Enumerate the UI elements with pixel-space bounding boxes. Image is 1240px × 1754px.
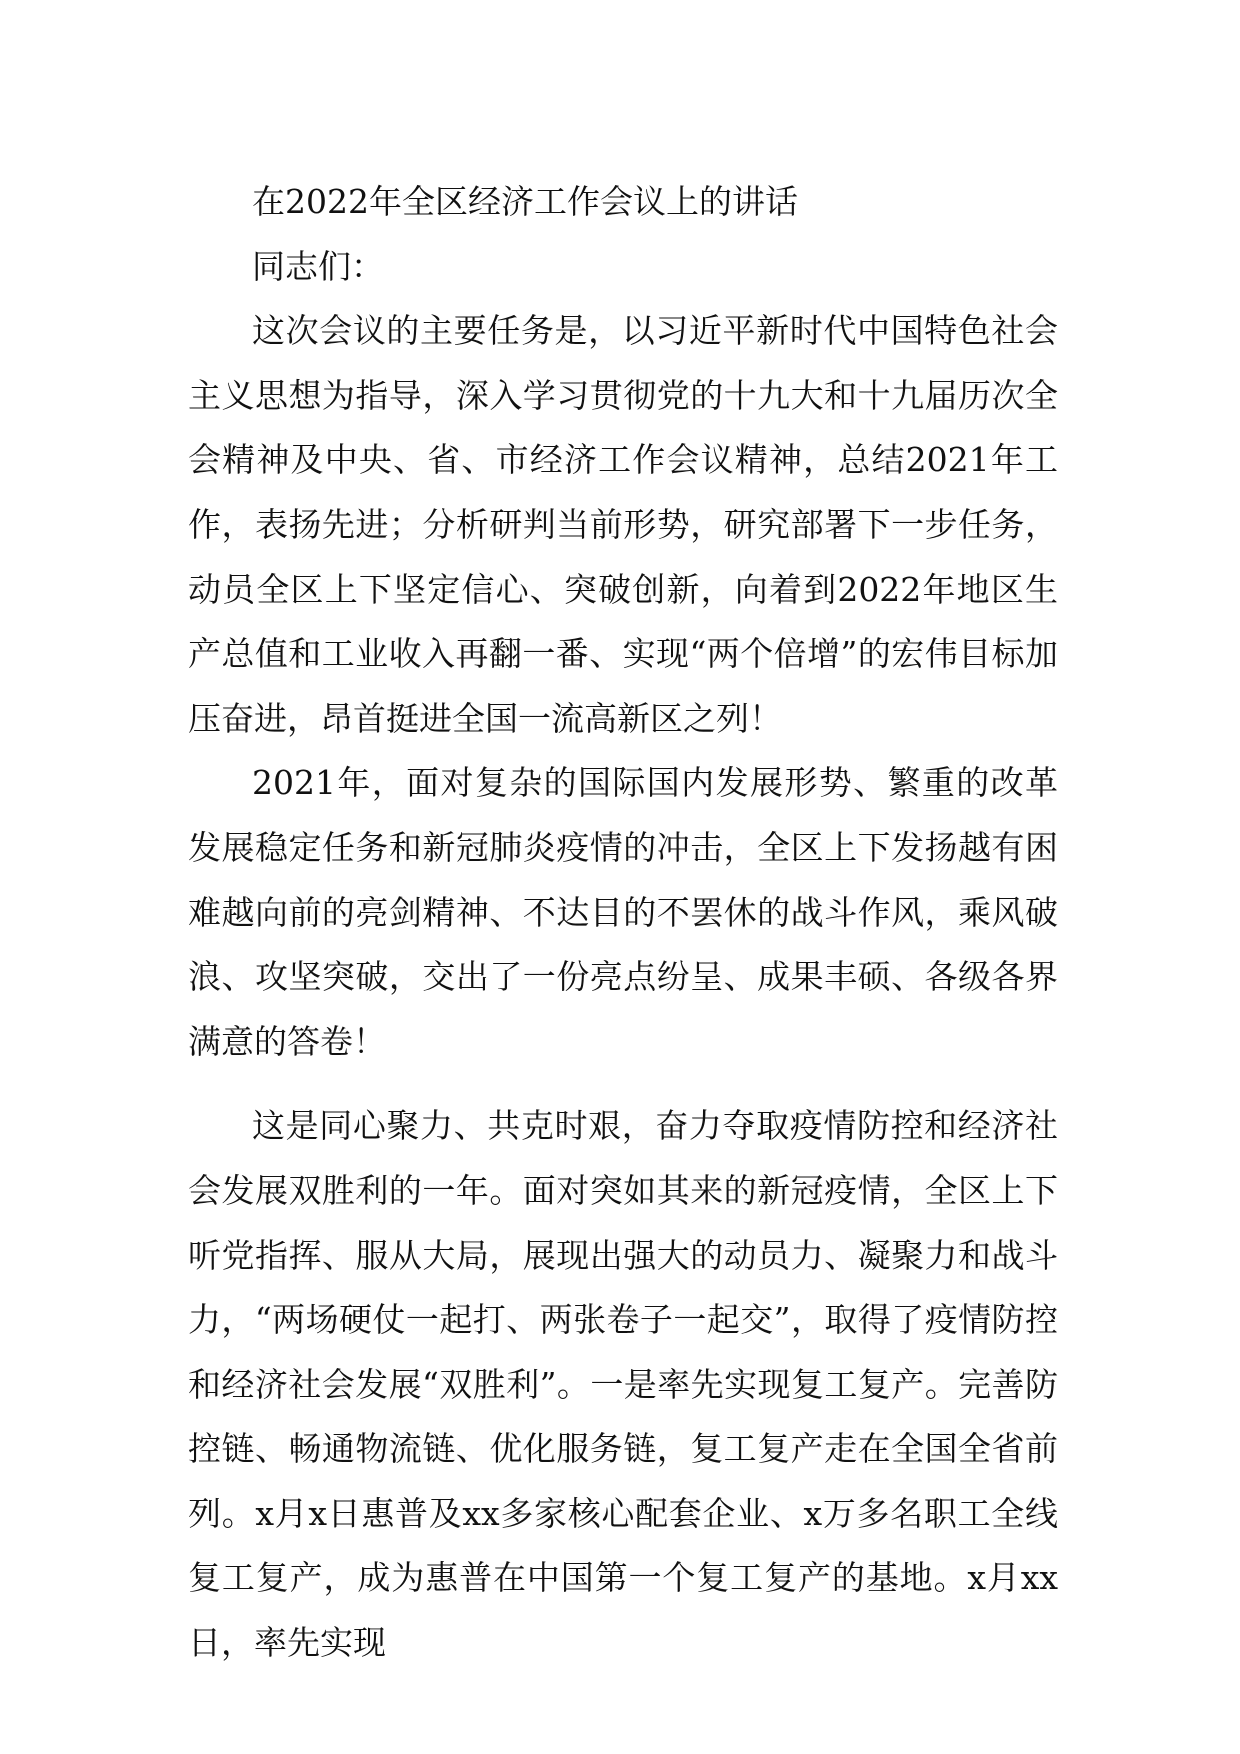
document-page xyxy=(188,170,1058,1676)
paragraph-3: 这是同心聚力、共克时艰，奋力夺取疫情防控和经济社会发展双胜利的一年。面对突如其来的新冠疫情，全区上下听党指挥、服从大局，展现出强大的动员力、凝聚力和战斗力，“两场硬仗一起打、两张卷子一起交”，取得了疫情防控和经济社会发展“双胜利”。一是率先实现复工复产。完善防控链、畅通物流链、优化服务链，复工复产走在全国全省前列。x月x日惠普及xx多家核心配套企业、x万多名职工全线复工复产，成为惠普在中国第一个复工复产的基地。x月xx日，率先实现 xyxy=(188,1106,1058,1663)
greeting: 同志们： xyxy=(252,246,384,286)
paragraph-2: 2021年，面对复杂的国际国内发展形势、繁重的改革发展稳定任务和新冠肺炎疫情的冲击，全区上下发扬越有困难越向前的亮剑精神、不达目的不罢休的战斗作风，乘风破浪、攻坚突破，交出了一份亮点纷呈、成果丰硕、各级各界满意的答卷！ xyxy=(188,763,1058,1061)
document-title: 在2022年全区经济工作会议上的讲话 xyxy=(252,182,798,221)
paragraph-1: 这次会议的主要任务是，以习近平新时代中国特色社会主义思想为指导，深入学习贯彻党的十九大和十九届历次全会精神及中央、省、市经济工作会议精神，总结2021年工作，表扬先进；分析研判当前形势，研究部署下一步任务，动员全区上下坚定信心、突破创新，向着到2022年地区生产总值和工业收入再翻一番、实现“两个倍增”的宏伟目标加压奋进，昂首挺进全国一流高新区之列！ xyxy=(188,311,1058,738)
